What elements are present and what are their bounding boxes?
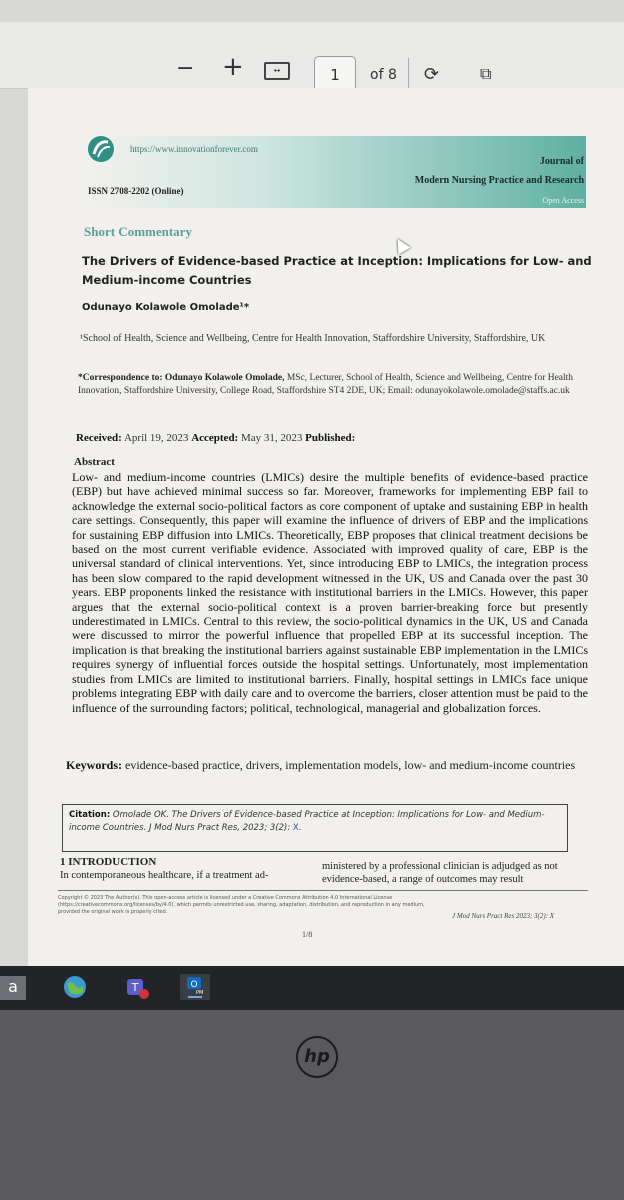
keywords-label: Keywords: — [66, 758, 122, 772]
article-dates — [76, 432, 355, 444]
zoom-in-button[interactable]: + — [222, 52, 244, 82]
journal-name — [415, 152, 584, 190]
issn: ISSN 2708-2202 (Online) — [88, 186, 184, 196]
page-number: 1/8 — [302, 930, 313, 939]
windows-taskbar — [0, 966, 624, 1010]
hp-logo: hp — [296, 1036, 338, 1078]
abstract-text: Low- and medium-income countries (LMICs) desire the multiple benefits of evidence-based practice (EBP) but have achieved minimal success so far. Moreover, frameworks for implementing EBP fail to acknowledge the external socio-political factors as core component of uptake and sustaining EBP in health care settings. Consequently, this paper will examine the influence of drivers of EBP and the implications for sustaining EBP diffusion into LMICs. Theoretically, EBP proposes that clinical treatment decisions be based on the most current verifiable evidence. Associated with improved quality of care, EBP is the universal standard of clinical interventions. Yet, since introducing EBP to LMICs, the integration process has been slow compared to the rapid development witnessed in the UK, US and Canada over the past 30 years. EBP proponents linked the resistance with institutional barriers in the LMICs. However, this paper argues that the external socio-political context is a proven barrier-breaking force but presently underestimated in LMICs. Central to this review, the socio-political dynamics in the UK, US and Canada were discussed to mirror the powerful influence that propelled EBP at its successful inception. The implication is that breaking the institutional barriers against sustainable EBP implementation in the LMICs requires synergy of influential forces outside the hospital settings. Unfortunately, most implementation studies from LMICs are limited to institutional barriers. Finally, hospital settings in LMICs face unique problems integrating EBP with daily care and to overcome the barriers, closer attention must be paid to the influence of the surrounding factors; political, technological, managerial and globalization forces. — [72, 470, 588, 715]
correspondence-text: MSc, Lecturer, School of Health, Science and Wellbeing, Centre for Health Innovation, Staffordshire University, College Road, Staffordshire ST4 2DE, UK; Email: odunayokolawole.omolade@staffs.ac.uk — [78, 373, 574, 396]
intro-left-text: In contemporaneous healthcare, if a treatment ad- — [60, 870, 269, 881]
intro-heading: 1 INTRODUCTION — [60, 856, 157, 868]
page-number-input[interactable]: 1 — [314, 56, 356, 94]
abstract-heading: Abstract — [74, 456, 115, 468]
author-affiliation: ¹School of Health, Science and Wellbeing, Centre for Health Innovation, Staffordshire University, Staffordshire, UK — [80, 333, 546, 344]
svg-text:T: T — [131, 981, 139, 994]
received-label: Received: — [76, 432, 122, 444]
article-type: Short Commentary — [84, 224, 192, 239]
received-date: April 19, 2023 — [121, 432, 192, 444]
svg-text:O: O — [190, 980, 198, 990]
accepted-date: May 31, 2023 — [238, 432, 306, 444]
article-title: The Drivers of Evidence-based Practice at Inception: Implications for Low- and Medium-income Countries — [82, 254, 592, 287]
footer-reference: J Mod Nurs Pract Res 2023; 3(2): X — [452, 912, 555, 920]
intro-right-text: ministered by a professional clinician is adjudged as not evidence-based, a range of outcomes may result — [322, 861, 558, 885]
correspondence-label: *Correspondence to: Odunayo Kolawole Omolade, — [78, 373, 285, 383]
taskbar-app-a-icon[interactable]: a — [0, 976, 26, 1000]
correspondence — [78, 372, 590, 398]
taskbar-teams-icon[interactable] — [124, 974, 150, 1000]
pdf-toolbar — [0, 22, 624, 89]
keywords — [66, 758, 586, 773]
open-access-label: Open Access — [542, 196, 584, 205]
citation-text: Omolade OK. The Drivers of Evidence-based Practice at Inception: Implications for Low- and Medium-income Countries. J Mod Nurs Pract Res, 2023; 3(2): — [69, 810, 545, 833]
journal-logo-icon — [86, 134, 120, 164]
page-total-label: of 8 — [370, 67, 397, 83]
article-author: Odunayo Kolawole Omolade¹* — [82, 302, 250, 313]
fit-page-icon[interactable]: ↔ — [264, 62, 290, 80]
journal-line-2: Modern Nursing Practice and Research — [414, 175, 584, 186]
taskbar-globe-icon[interactable] — [62, 974, 88, 1000]
taskbar-outlook-icon[interactable] — [178, 974, 212, 1000]
page-view-icon[interactable]: ⧉ — [480, 64, 492, 83]
toolbar-divider — [408, 58, 409, 92]
published-label: Published: — [305, 432, 356, 444]
citation-label: Citation: — [69, 810, 111, 820]
citation-box — [62, 804, 568, 852]
zoom-out-button[interactable]: − — [176, 56, 195, 81]
copyright-notice: Copyright © 2023 The Author(s). This open-access article is licensed under a Creative Commons Attribution 4.0 International License (https://creativecommons.org/licenses/by/4.0), which permits unrestricted use, sharing, adaptation, distribution, and reproduction in any medium, provided the original work is properly cited. — [58, 895, 425, 915]
outlook-badge: PM — [196, 990, 204, 996]
footer-divider — [58, 890, 588, 891]
journal-url: https://www.innovationforever.com — [130, 144, 258, 154]
keywords-text: evidence-based practice, drivers, implementation models, low- and medium-income countries — [122, 758, 576, 772]
accepted-label: Accepted: — [191, 432, 239, 444]
rotate-icon[interactable]: ⟳ — [424, 64, 440, 85]
journal-line-1: Journal of — [539, 156, 584, 167]
citation-x-link[interactable]: X. — [292, 823, 302, 833]
